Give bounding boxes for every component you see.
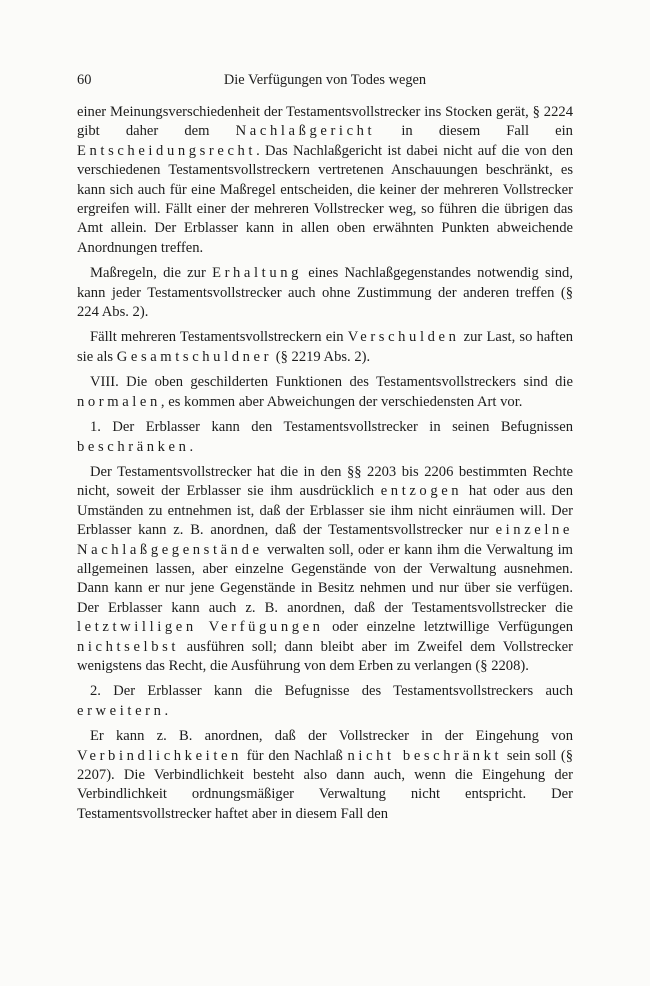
text-run: hat oder aus den Umständen zu entnehmen ist, daß der Erblasser sie ihm nicht einräumen will. Der Erblasser kann z. B. anordnen, daß der Testamentsvollstrecker nur [77, 483, 573, 539]
emphasized-term: Verschulden [347, 329, 460, 346]
body-text [77, 103, 573, 830]
emphasized-term: letztwilligen Verfügungen [77, 619, 324, 636]
paragraph [77, 727, 573, 824]
paragraph [77, 463, 573, 676]
text-run: Der Testamentsvollstrecker hat die in den §§ 2203 bis 2206 bestimmten Rechte nicht, soweit der Erblasser sie ihm ausdrücklich [77, 463, 573, 500]
paragraph [77, 103, 573, 258]
paragraph [77, 328, 573, 367]
paragraph [77, 373, 573, 412]
text-run: Maßregeln, die zur [90, 265, 213, 282]
paragraph [77, 264, 573, 322]
emphasized-term: Nachlaßgericht [235, 123, 376, 140]
text-run: VIII. Die oben geschilderten Funktionen des Testamentsvollstreckers sind die [90, 374, 573, 391]
text-run: . Das Nachlaßgericht ist dabei nicht auf die von den verschiedenen Testamentsvollstreckern vertretenen Anschauungen beschränkt, es kann sich auch für eine Maßregel entscheiden, die keiner der mehreren Vollstrecker ergreifen will. Fällt einer der mehreren Vollstrecker weg, so führen die übrigen das Amt allein. Der Erblasser kann in allen oben erwähnten Punkten abweichende Anordnungen treffen. [77, 142, 573, 256]
text-run: zur Last, so haften sie als [77, 329, 573, 365]
emphasized-term: entzogen [380, 483, 463, 500]
page-number: 60 [77, 72, 92, 88]
emphasized-term: einzelne Nachlaßgegenstände [77, 522, 573, 558]
emphasized-term: beschränken [77, 438, 190, 455]
text-run: 2. Der Erblasser kann die Befugnisse des Testamentsvollstreckers auch [90, 683, 573, 700]
emphasized-term: Verbindlichkeiten [77, 747, 242, 764]
text-run: oder einzelne letztwillige Verfügungen [323, 619, 573, 636]
text-run: Fällt mehreren Testamentsvollstreckern ein [90, 329, 348, 346]
text-run: eines Nachlaßgegenstandes notwendig sind, kann jeder Testamentsvollstrecker auch ohne Zustimmung der anderen treffen (§ 224 Abs. 2). [77, 265, 573, 321]
text-run: 1. Der Erblasser kann den Testamentsvollstrecker in seinen Befugnissen [90, 419, 573, 436]
emphasized-term: Gesamtschuldner [116, 348, 273, 365]
running-title: Die Verfügungen von Todes wegen [223, 72, 427, 88]
emphasized-term: nichtselbst [77, 638, 180, 655]
text-run: verwalten soll, oder er kann ihm die Verwaltung im allgemeinen lassen, aber einzelne Gegenstände von der Verwaltung ausnehmen. Dann kann er nur jene Gegenstände in Besitz nehmen und nur über sie verfügen. Der Erblasser kann auch z. B. anordnen, daß der Testamentsvollstrecker die [77, 541, 573, 616]
text-run: . [189, 438, 194, 455]
page-header [77, 70, 573, 90]
text-run: . [164, 702, 169, 719]
text-run: (§ 2219 Abs. 2). [272, 348, 371, 365]
emphasized-term: Entscheidungsrecht [77, 142, 257, 159]
emphasized-term: erweitern [77, 702, 165, 719]
text-run: ausführen soll; dann bleibt aber im Zweifel dem Vollstrecker wenigstens das Recht, die Ausführung von dem Erben zu verlangen (§ 2208). [77, 638, 573, 674]
emphasized-term: Erhaltung [212, 265, 303, 282]
text-run: in diesem Fall ein [375, 123, 573, 140]
emphasized-term: normalen [77, 393, 161, 410]
text-run: Er kann z. B. anordnen, daß der Vollstrecker in der Eingehung von [90, 728, 573, 745]
text-run: für den Nachlaß [241, 747, 348, 764]
text-run: , es kommen aber Abweichungen der verschiedensten Art vor. [160, 393, 523, 410]
text-run: sein soll (§ 2207). Die Verbindlichkeit besteht also dann auch, wenn die Eingehung der Verbindlichkeit ordnungsmäßiger Verwaltung nicht entspricht. Der Testamentsvollstrecker haftet aber in diesem Fall den [77, 747, 573, 822]
paragraph [77, 418, 573, 457]
emphasized-term: nicht beschränkt [347, 747, 503, 764]
paragraph [77, 682, 573, 721]
text-run: einer Meinungsverschiedenheit der Testamentsvollstrecker ins Stocken gerät, § 2224 gibt daher dem [77, 104, 573, 140]
